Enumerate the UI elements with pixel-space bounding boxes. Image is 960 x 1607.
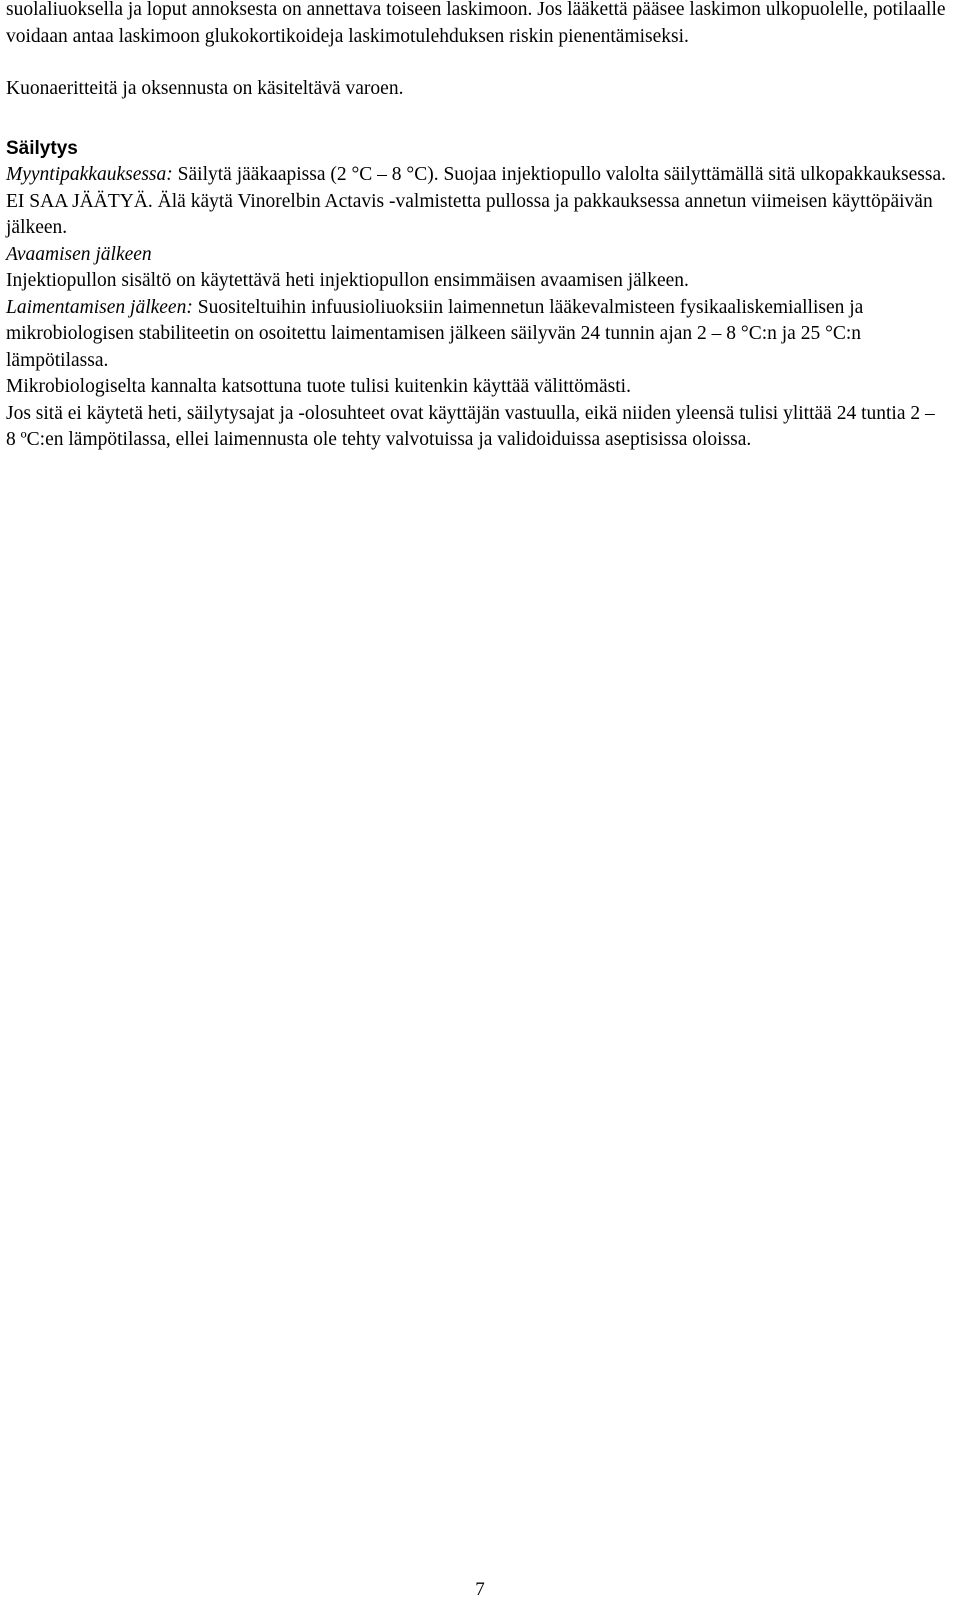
after-dilution-paragraph bbox=[6, 295, 946, 375]
sales-package-text: Säilytä jääkaapissa (2 °C – 8 °C). Suojaa injektiopullo valolta säilyttämällä sitä ulkopakkauksessa. EI SAA JÄÄTYÄ. Älä käytä Vinorelbin Actavis -valmistetta pullossa ja pakkauksessa annetun viimeisen käyttöpäivän jälkeen. bbox=[6, 164, 947, 238]
storage-heading: Säilytys bbox=[6, 137, 78, 159]
paragraph-spacer bbox=[6, 103, 946, 129]
sales-package-paragraph bbox=[6, 162, 946, 242]
sales-package-label: Myyntipakkauksessa: bbox=[6, 164, 173, 185]
page-number: 7 bbox=[475, 1579, 485, 1600]
microbiology-paragraph: Mikrobiologiselta kannalta katsottuna tuote tulisi kuitenkin käyttää välittömästi. bbox=[6, 376, 631, 397]
after-opening-text: Injektiopullon sisältö on käytettävä heti injektiopullon ensimmäisen avaamisen jälkeen. bbox=[6, 270, 689, 291]
intro-paragraph: suolaliuoksella ja loput annoksesta on annettava toiseen laskimoon. Jos lääkettä pääsee laskimon ulkopuolelle, potilaalle voidaan antaa laskimoon glukokortikoideja laskimotulehduksen riskin pienentämiseksi. bbox=[6, 0, 946, 47]
paragraph-spacer bbox=[6, 50, 946, 76]
after-dilution-label: Laimentamisen jälkeen: bbox=[6, 296, 193, 318]
document-page bbox=[6, 0, 946, 454]
after-dilution-text: Suositeltuihin infuusioliuoksiin laimennetun lääkevalmisteen fysikaaliskemiallisen ja mikrobiologisen stabiliteetin on osoitettu laimentamisen jälkeen säilyvän 24 tunnin ajan 2 – 8 °C:n ja 25 °C:n lämpötilassa. bbox=[6, 296, 864, 371]
handling-paragraph: Kuonaeritteitä ja oksennusta on käsiteltävä varoen. bbox=[6, 78, 404, 99]
after-opening-label: Avaamisen jälkeen bbox=[6, 243, 152, 265]
user-responsibility-paragraph: Jos sitä ei käytetä heti, säilytysajat ja -olosuhteet ovat käyttäjän vastuulla, eikä niiden yleensä tulisi ylittää 24 tuntia 2 – 8 ºC:en lämpötilassa, ellei laimennusta ole tehty valvotuissa ja validoiduissa aseptisissa oloissa. bbox=[6, 402, 935, 450]
